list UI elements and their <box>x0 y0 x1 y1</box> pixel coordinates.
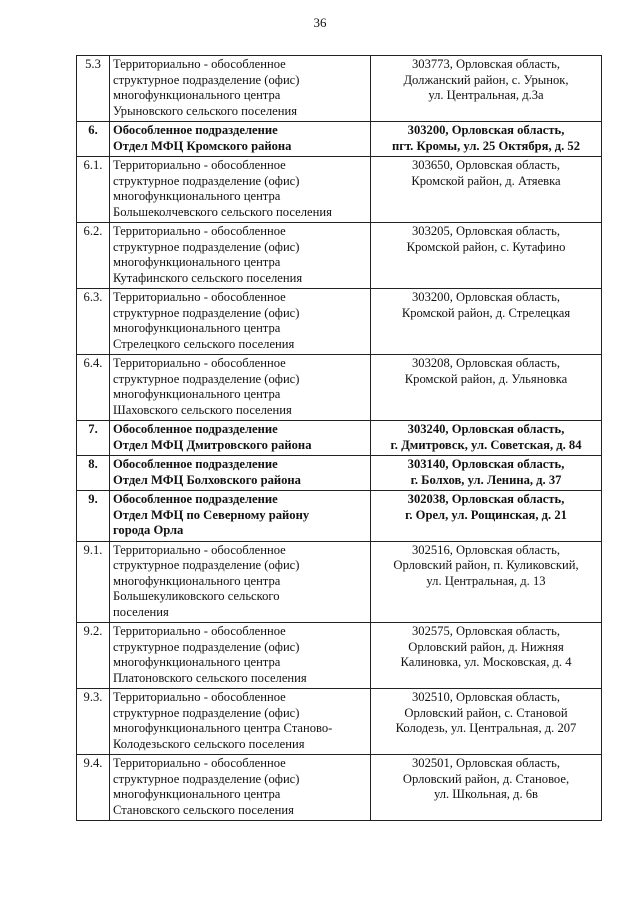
office-address-cell <box>371 456 602 491</box>
office-name-line: Отдел МФЦ Кромского района <box>113 138 292 153</box>
row-number: 5.3 <box>77 56 110 122</box>
office-name-line: многофункционального центра <box>113 573 281 588</box>
office-address-line: Орловский район, д. Становое, <box>402 771 570 786</box>
table-row <box>77 541 602 623</box>
office-address-cell <box>371 289 602 355</box>
table-row <box>77 289 602 355</box>
office-address-cell <box>371 223 602 289</box>
office-address-cell <box>371 541 602 623</box>
table-row <box>77 623 602 689</box>
office-address-line: 303773, Орловская область, <box>411 57 561 71</box>
office-name-line: структурное подразделение (офис) <box>113 72 300 87</box>
row-number: 6.3. <box>77 289 110 355</box>
office-address-line: 302038, Орловская область, <box>407 492 565 506</box>
office-address-line: 302510, Орловская область, <box>411 690 561 704</box>
office-name-line: Обособленное подразделение <box>113 123 278 137</box>
office-address-line: Кромской район, с. Кутафино <box>406 239 566 254</box>
office-address-line: 302516, Орловская область, <box>411 542 561 557</box>
office-name-line: Территориально - обособленное <box>113 690 286 704</box>
row-number: 9. <box>77 491 110 542</box>
office-name-line: Платоновского сельского поселения <box>113 670 307 685</box>
office-name-line: города Орла <box>113 523 184 537</box>
office-name-line: структурное подразделение (офис) <box>113 639 300 654</box>
offices-table-body <box>77 56 602 821</box>
office-name-line: Обособленное подразделение <box>113 422 278 436</box>
office-address-line: ул. Школьная, д. 6в <box>433 787 539 801</box>
office-name-line: структурное подразделение (офис) <box>113 305 300 320</box>
office-address-line: 303140, Орловская область, <box>407 457 565 471</box>
office-address-line: Кромской район, д. Стрелецкая <box>401 305 571 320</box>
office-name-line: структурное подразделение (офис) <box>113 239 300 254</box>
office-name-line: многофункционального центра <box>113 321 281 335</box>
office-name-line: многофункционального центра <box>113 655 281 669</box>
office-address-line: г. Дмитровск, ул. Советская, д. 84 <box>390 437 582 452</box>
office-address-line: Калиновка, ул. Московская, д. 4 <box>400 655 572 669</box>
table-row <box>77 355 602 421</box>
office-name-line: Большеколчевского сельского поселения <box>113 204 332 219</box>
office-name-line: многофункционального центра <box>113 88 281 102</box>
office-name-line: Урыновского сельского поселения <box>113 103 297 118</box>
office-address-line: г. Орел, ул. Рощинская, д. 21 <box>405 507 567 522</box>
office-address-cell <box>371 491 602 542</box>
office-address-cell <box>371 689 602 755</box>
office-name-line: Территориально - обособленное <box>113 542 286 557</box>
office-name-cell <box>110 122 371 157</box>
row-number: 6.2. <box>77 223 110 289</box>
office-name-cell <box>110 421 371 456</box>
office-address-line: Орловский район, п. Куликовский, <box>393 558 579 572</box>
office-name-cell <box>110 456 371 491</box>
office-address-line: Кромской район, д. Атяевка <box>411 173 561 188</box>
office-name-line: Территориально - обособленное <box>113 290 286 304</box>
office-name-cell <box>110 157 371 223</box>
office-name-line: многофункционального центра <box>113 787 281 801</box>
office-name-cell <box>110 623 371 689</box>
office-address-line: Колодезь, ул. Центральная, д. 207 <box>395 721 577 735</box>
table-row <box>77 491 602 542</box>
row-number: 9.1. <box>77 541 110 623</box>
office-name-line: многофункционального центра <box>113 387 281 401</box>
office-name-line: многофункционального центра Станово- <box>113 721 333 735</box>
office-address-line: 303650, Орловская область, <box>411 158 561 172</box>
office-name-line: Колодезьского сельского поселения <box>113 736 305 751</box>
row-number: 9.2. <box>77 623 110 689</box>
row-number: 9.4. <box>77 755 110 821</box>
office-address-line: ул. Центральная, д.3а <box>428 88 544 102</box>
office-name-line: Обособленное подразделение <box>113 457 278 471</box>
office-name-line: Территориально - обособленное <box>113 57 286 71</box>
office-address-line: 303205, Орловская область, <box>411 224 561 238</box>
office-name-line: структурное подразделение (офис) <box>113 371 300 386</box>
office-address-line: 302501, Орловская область, <box>411 756 561 770</box>
table-row <box>77 421 602 456</box>
office-name-line: многофункционального центра <box>113 255 281 269</box>
table-row <box>77 223 602 289</box>
office-name-line: Стрелецкого сельского поселения <box>113 336 295 351</box>
office-address-line: пгт. Кромы, ул. 25 Октября, д. 52 <box>391 138 581 153</box>
office-address-line: 303200, Орловская область, <box>411 290 561 304</box>
office-address-cell <box>371 421 602 456</box>
office-address-line: 303240, Орловская область, <box>407 422 565 436</box>
table-row <box>77 689 602 755</box>
office-name-line: многофункционального центра <box>113 189 281 203</box>
row-number: 7. <box>77 421 110 456</box>
row-number: 6.4. <box>77 355 110 421</box>
office-name-line: Отдел МФЦ по Северному району <box>113 507 310 522</box>
office-name-line: Территориально - обособленное <box>113 224 286 238</box>
row-number: 9.3. <box>77 689 110 755</box>
offices-table <box>76 55 602 821</box>
office-name-line: Отдел МФЦ Болховского района <box>113 472 301 487</box>
office-name-line: Территориально - обособленное <box>113 756 286 770</box>
office-name-line: Кутафинского сельского поселения <box>113 270 303 285</box>
office-address-cell <box>371 122 602 157</box>
office-name-line: Отдел МФЦ Дмитровского района <box>113 437 312 452</box>
office-name-line: Обособленное подразделение <box>113 492 278 506</box>
office-name-line: структурное подразделение (офис) <box>113 705 300 720</box>
office-address-line: г. Болхов, ул. Ленина, д. 37 <box>410 472 562 487</box>
office-name-cell <box>110 491 371 542</box>
table-row <box>77 56 602 122</box>
office-address-line: Орловский район, д. Нижняя <box>408 639 564 654</box>
row-number: 6. <box>77 122 110 157</box>
office-address-cell <box>371 355 602 421</box>
office-name-line: Территориально - обособленное <box>113 624 286 638</box>
office-address-line: ул. Центральная, д. 13 <box>426 573 546 588</box>
table-row <box>77 456 602 491</box>
office-name-line: структурное подразделение (офис) <box>113 771 300 786</box>
office-name-line: Территориально - обособленное <box>113 356 286 370</box>
office-address-line: 302575, Орловская область, <box>411 624 561 638</box>
office-address-line: 303208, Орловская область, <box>411 356 561 370</box>
office-name-line: Территориально - обособленное <box>113 158 286 172</box>
office-address-cell <box>371 157 602 223</box>
table-row <box>77 157 602 223</box>
office-name-cell <box>110 289 371 355</box>
office-name-line: Большекуликовского сельского <box>113 589 280 603</box>
office-name-cell <box>110 755 371 821</box>
office-name-cell <box>110 689 371 755</box>
office-name-cell <box>110 355 371 421</box>
row-number: 6.1. <box>77 157 110 223</box>
office-address-cell <box>371 56 602 122</box>
office-name-cell <box>110 223 371 289</box>
office-address-line: Должанский район, с. Урынок, <box>403 72 569 87</box>
office-address-line: Кромской район, д. Ульяновка <box>404 371 568 386</box>
office-name-line: поселения <box>113 604 169 619</box>
table-row <box>77 755 602 821</box>
office-address-line: Орловский район, с. Становой <box>404 705 568 720</box>
office-name-line: структурное подразделение (офис) <box>113 558 300 572</box>
office-name-cell <box>110 56 371 122</box>
row-number: 8. <box>77 456 110 491</box>
table-row <box>77 122 602 157</box>
office-address-line: 303200, Орловская область, <box>407 123 565 137</box>
office-name-cell <box>110 541 371 623</box>
office-address-cell <box>371 623 602 689</box>
page-number: 36 <box>313 15 327 30</box>
office-name-line: Шаховского сельского поселения <box>113 402 292 417</box>
office-name-line: структурное подразделение (офис) <box>113 173 300 188</box>
office-address-cell <box>371 755 602 821</box>
office-name-line: Становского сельского поселения <box>113 802 294 817</box>
